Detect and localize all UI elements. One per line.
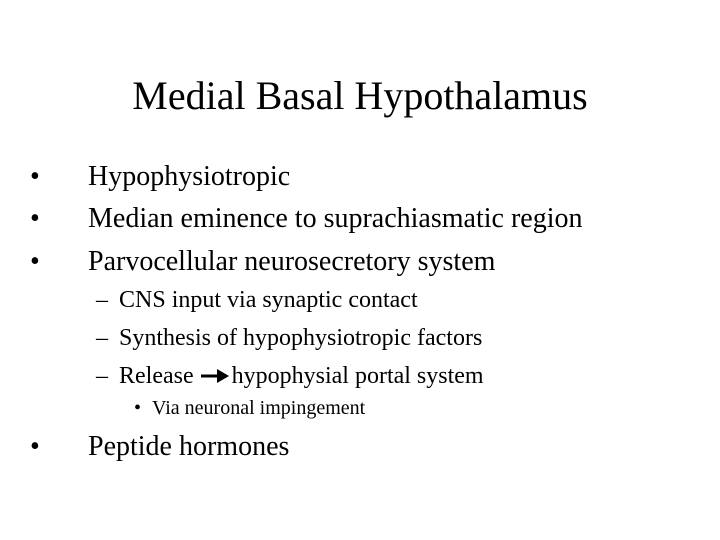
bullet-marker: • <box>30 161 40 192</box>
bullet-marker: • <box>30 431 40 462</box>
sub-sub-bullet-text: Via neuronal impingement <box>152 397 366 419</box>
sub-bullet-text-group <box>119 361 484 391</box>
bullet-text: Hypophysiotropic <box>88 161 291 192</box>
slide-title: Medial Basal Hypothalamus <box>132 73 588 118</box>
bullet-marker: • <box>30 203 40 234</box>
bullet-marker: • <box>30 246 40 277</box>
bullet-text: Parvocellular neurosecretory system <box>88 246 496 277</box>
sub-bullet-text: Synthesis of hypophysiotropic factors <box>119 325 483 351</box>
sub-bullet-marker: – <box>96 363 108 389</box>
bullet-text: Peptide hormones <box>88 431 290 462</box>
right-arrow-icon <box>200 366 230 386</box>
sub-bullet-marker: – <box>96 287 108 313</box>
portal-system-text: hypophysial portal system <box>231 363 484 389</box>
sub-sub-bullet-marker: • <box>134 397 142 419</box>
sub-bullet-text: CNS input via synaptic contact <box>119 287 418 313</box>
sub-bullet-marker: – <box>96 325 108 351</box>
release-text: Release <box>119 363 194 389</box>
bullet-text: Median eminence to suprachiasmatic region <box>88 203 583 234</box>
